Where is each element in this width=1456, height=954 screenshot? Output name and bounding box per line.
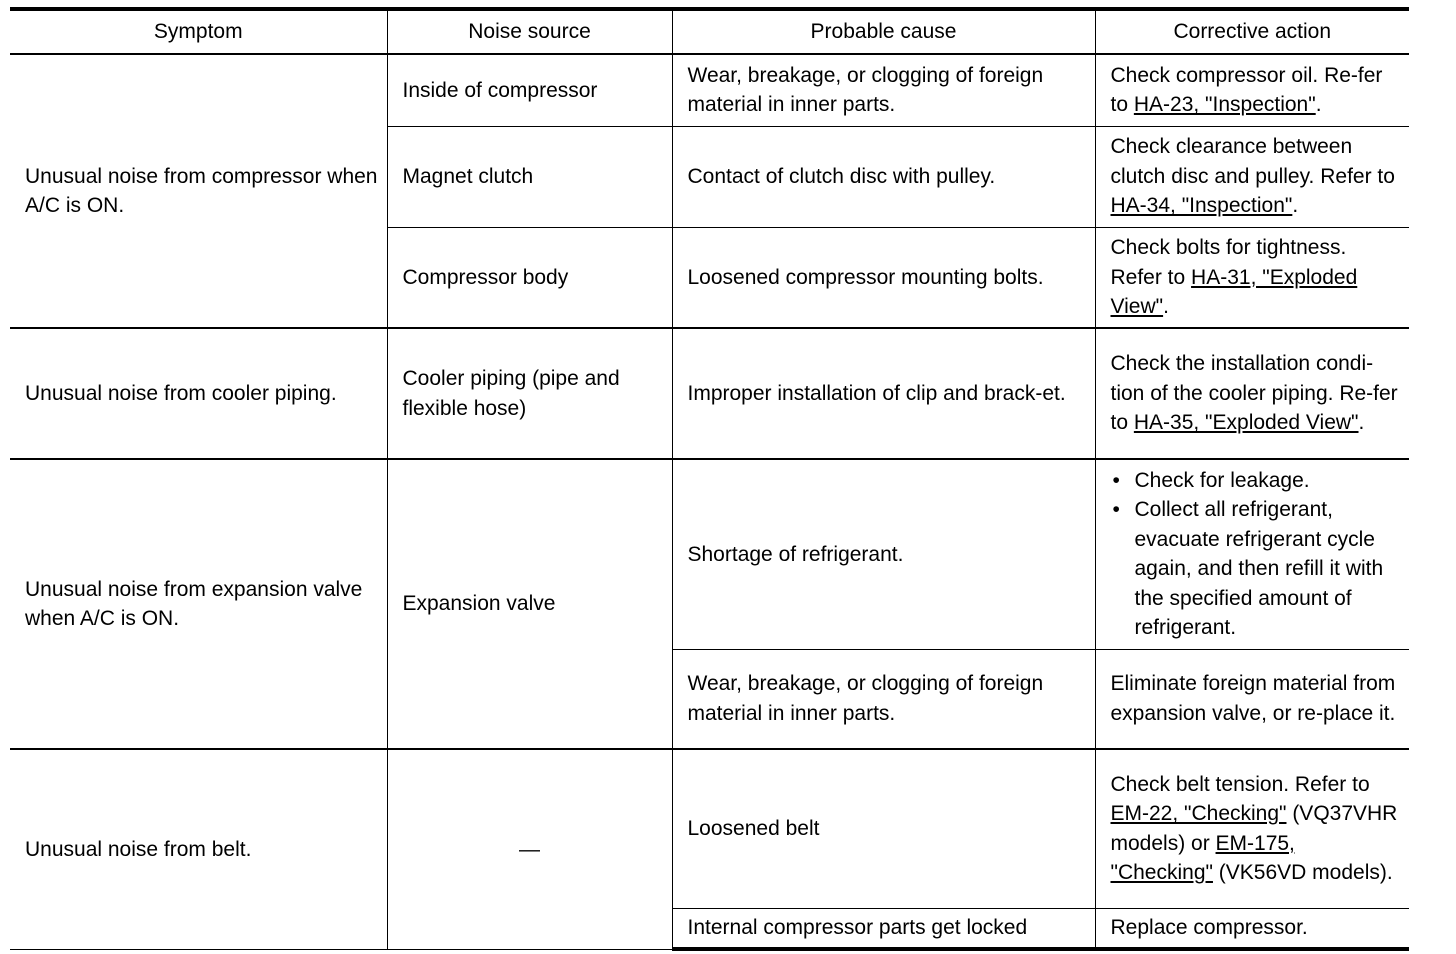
symptom-cell: Unusual noise from compressor when A/C is ON. [10,54,387,328]
noise-source-cell: Expansion valve [387,459,672,749]
header-noise-source: Noise source [387,9,672,54]
probable-cause-cell: Contact of clutch disc with pulley. [672,126,1095,227]
action-text: Check compressor oil. Re-fer to [1110,63,1383,117]
table-row [10,328,1409,459]
table-row [10,54,1409,126]
reference-link[interactable]: EM-22, "Checking" [1110,802,1287,826]
noise-source-cell: Magnet clutch [387,126,672,227]
symptom-cell: Unusual noise from expansion valve when A/C is ON. [10,459,387,749]
action-text: (VQ37VHR models) or [1110,802,1398,855]
action-bullet: • Check for leakage. [1111,466,1404,496]
probable-cause-cell: Internal compressor parts get locked [672,908,1095,949]
action-bullet: • Collect all refrigerant, evacuate refrigerant cycle again, and then refill it with the specified amount of refrigerant. [1111,495,1404,643]
corrective-action-cell [1095,227,1409,328]
corrective-action-cell [1095,749,1409,908]
probable-cause-cell: Shortage of refrigerant. [672,459,1095,649]
action-bullet-list [1111,466,1404,643]
corrective-action-cell [1095,54,1409,126]
noise-source-cell: Cooler piping (pipe and flexible hose) [387,328,672,459]
symptom-cell: Unusual noise from cooler piping. [10,328,387,459]
reference-link[interactable]: HA-35, "Exploded View" [1133,411,1359,435]
action-text: Check bolts for tightness. Refer to [1110,236,1347,289]
action-text: Check clearance between clutch disc and pulley. Refer to [1110,135,1395,188]
action-text: . [1358,411,1365,435]
corrective-action-cell [1095,459,1409,649]
probable-cause-cell: Loosened compressor mounting bolts. [672,227,1095,328]
action-text: . [1163,295,1169,318]
table-row [10,749,1409,908]
reference-link[interactable]: HA-34, "Inspection" [1110,194,1293,218]
noise-source-cell: Inside of compressor [387,54,672,126]
header-symptom: Symptom [10,9,387,54]
table-row [10,459,1409,649]
symptom-cell: Unusual noise from belt. [10,749,387,949]
corrective-action-cell [1095,328,1409,459]
action-text: . [1292,194,1299,218]
header-probable-cause: Probable cause [672,9,1095,54]
action-text: Check the installation condi-tion of the cooler piping. Re-fer to [1110,352,1398,435]
corrective-action-cell: Eliminate foreign material from expansion valve, or re-place it. [1095,649,1409,749]
probable-cause-cell: Wear, breakage, or clogging of foreign material in inner parts. [672,54,1095,126]
probable-cause-cell: Wear, breakage, or clogging of foreign material in inner parts. [672,649,1095,749]
header-corrective-action: Corrective action [1095,9,1409,54]
action-text: . [1315,93,1322,117]
noise-source-cell: Compressor body [387,227,672,328]
reference-link[interactable]: HA-23, "Inspection" [1133,93,1316,117]
probable-cause-cell: Loosened belt [672,749,1095,908]
noise-source-cell: — [387,749,672,949]
diagnosis-table [10,7,1409,951]
reference-link[interactable]: EM-175, "Checking" [1110,831,1295,885]
header-row [10,9,1409,54]
reference-link[interactable]: HA-31, "Exploded View" [1110,265,1358,318]
action-text: Check belt tension. Refer to [1110,772,1370,796]
corrective-action-cell [1095,126,1409,227]
action-text: (VK56VD models). [1212,861,1393,885]
corrective-action-cell: Replace compressor. [1095,908,1409,949]
probable-cause-cell: Improper installation of clip and brack-et. [672,328,1095,459]
